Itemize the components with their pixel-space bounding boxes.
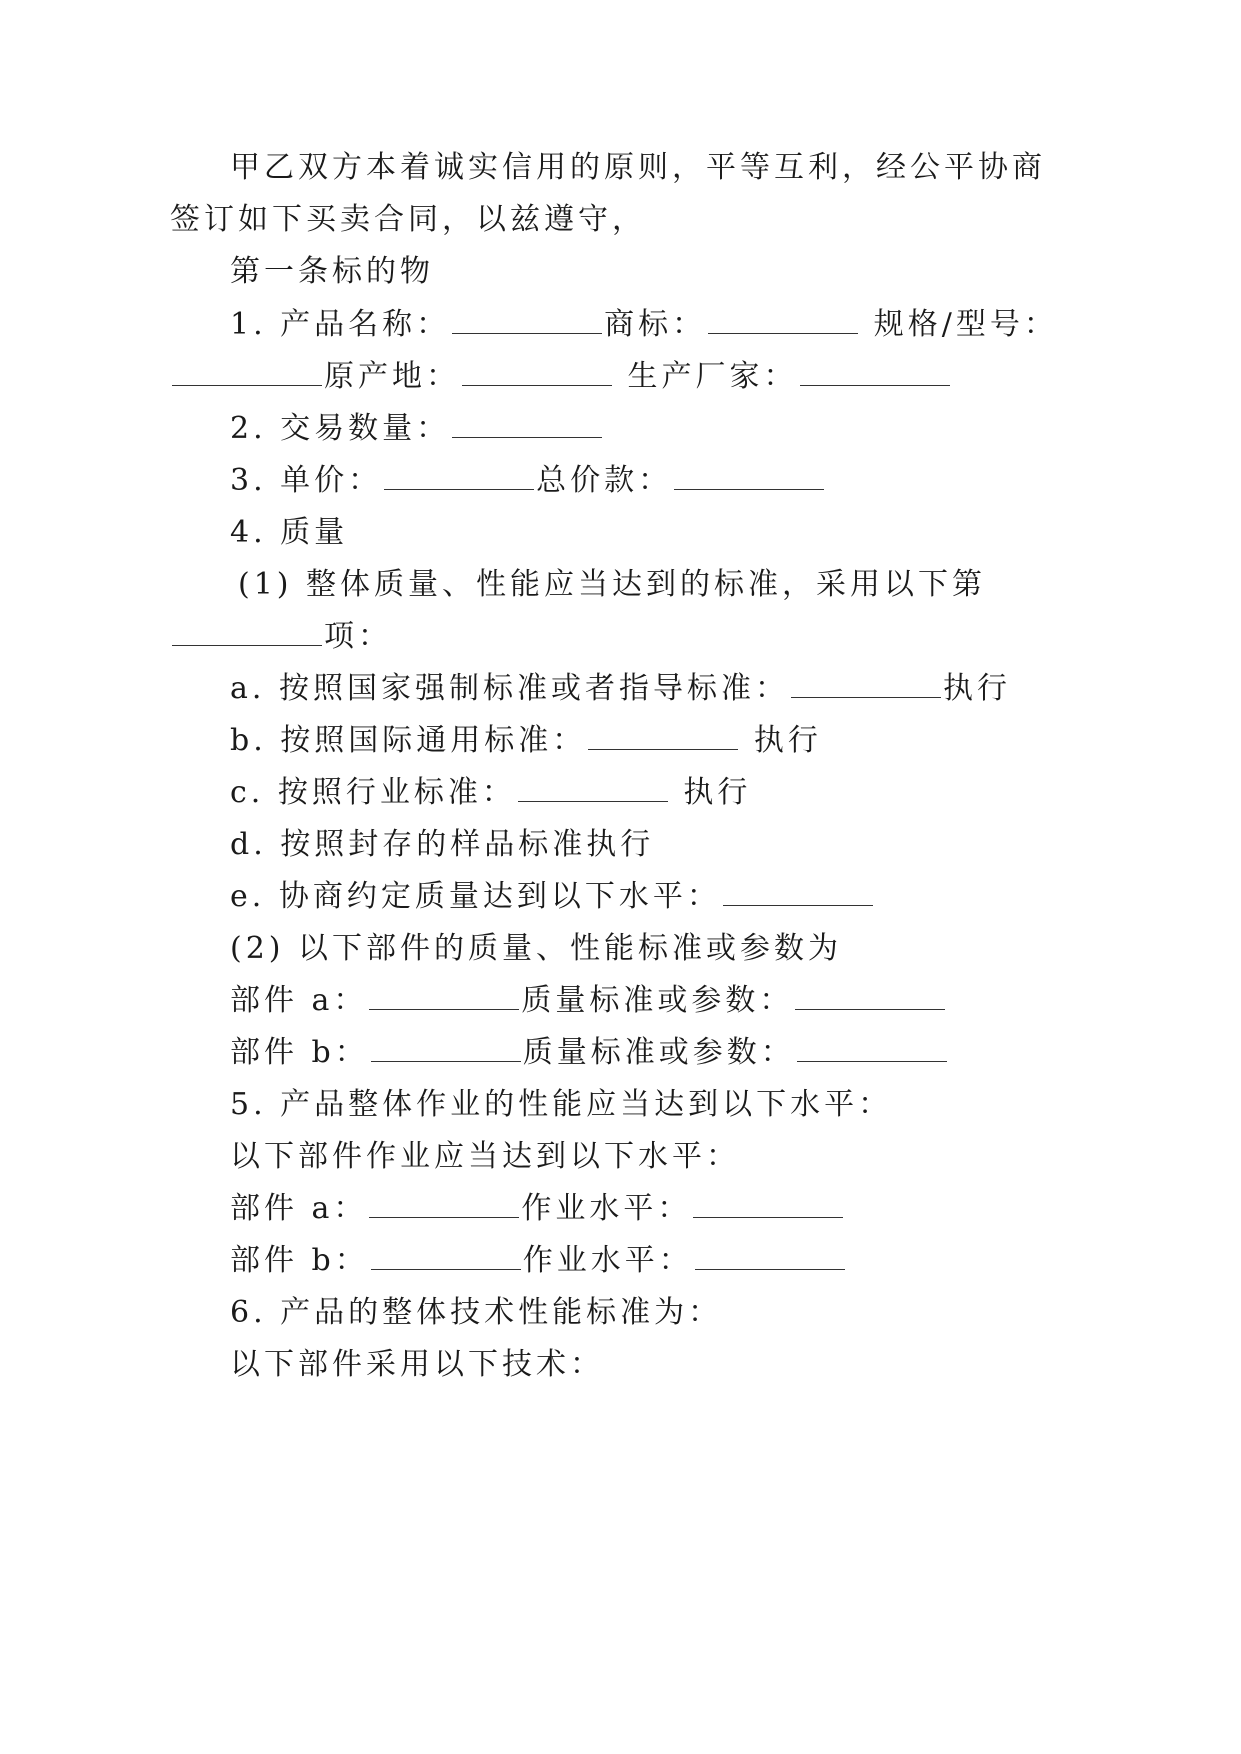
article1-title-text: 第一条标的物 [230, 254, 434, 289]
option-c-line [230, 773, 751, 813]
unit-price-blank[interactable] [384, 465, 534, 490]
part-a-blank[interactable] [369, 985, 519, 1010]
parts-tech-title: 以下部件采用以下技术： [230, 1347, 604, 1382]
parts-performance-title: 以下部件作业应当达到以下水平： [230, 1139, 740, 1174]
brand-blank[interactable] [708, 309, 858, 334]
option-e-blank[interactable] [723, 881, 873, 906]
item6-subtitle [230, 1345, 604, 1385]
option-b-suffix: 执行 [740, 723, 822, 758]
quality-standard-text: (1) 整体质量、性能应当达到的标准，采用以下第 [238, 567, 987, 602]
option-c-blank[interactable] [518, 777, 668, 802]
part-a-quality-label: 质量标准或参数： [521, 983, 794, 1018]
option-e-line [230, 877, 875, 917]
part-a-quality-line [230, 981, 947, 1021]
item4-sub1-line1 [238, 565, 986, 605]
item4-sub2-title [230, 929, 842, 969]
option-b-label: b. 按照国际通用标准： [230, 723, 587, 758]
item1-line2 [170, 357, 952, 397]
maker-blank[interactable] [800, 361, 950, 386]
option-suffix: 项： [324, 619, 392, 654]
option-b-blank[interactable] [588, 725, 738, 750]
article1-title [230, 252, 434, 292]
part-b-level-blank[interactable] [695, 1245, 845, 1270]
performance-title: 5. 产品整体作业的性能应当达到以下水平： [230, 1087, 893, 1122]
part-b-level-part-blank[interactable] [371, 1245, 521, 1270]
item4-title [230, 513, 348, 553]
product-name-blank[interactable] [452, 309, 602, 334]
option-a-blank[interactable] [791, 673, 941, 698]
item5-title [230, 1085, 892, 1125]
part-b-label: 部件 b： [230, 1035, 369, 1070]
parts-quality-title: (2) 以下部件的质量、性能标准或参数为 [230, 931, 843, 966]
intro-text-2: 签订如下买卖合同，以兹遵守， [170, 202, 646, 237]
part-b-level-label: 作业水平： [522, 1243, 693, 1278]
option-a-suffix: 执行 [942, 671, 1011, 706]
part-b-blank[interactable] [371, 1037, 521, 1062]
option-e-label: e. 协商约定质量达到以下水平： [230, 879, 721, 914]
part-b-quality-line [230, 1033, 949, 1073]
spec-label: 规格/型号： [860, 307, 1058, 342]
option-number-blank[interactable] [172, 621, 322, 646]
part-a-label: 部件 a： [230, 983, 368, 1018]
part-a-level-label: 作业水平： [521, 1191, 692, 1226]
quality-title: 4. 质量 [230, 515, 349, 550]
part-a-level-part-label: 部件 a： [230, 1191, 368, 1226]
option-d-line [230, 825, 654, 865]
origin-label: 原产地： [324, 359, 460, 394]
quantity-blank[interactable] [452, 413, 602, 438]
option-d-text: d. 按照封存的样品标准执行 [230, 827, 655, 862]
part-b-level-line [230, 1241, 847, 1281]
tech-standard-title: 6. 产品的整体技术性能标准为： [230, 1295, 723, 1330]
item1-line1 [230, 305, 1058, 345]
origin-blank[interactable] [462, 361, 612, 386]
part-b-quality-blank[interactable] [797, 1037, 947, 1062]
part-b-quality-label: 质量标准或参数： [522, 1035, 795, 1070]
brand-label: 商标： [604, 307, 707, 342]
maker-label: 生产厂家： [614, 359, 798, 394]
quantity-label: 2. 交易数量： [230, 411, 451, 446]
total-price-label: 总价款： [536, 463, 673, 498]
product-name-label: 1. 产品名称： [230, 307, 451, 342]
part-b-level-part-label: 部件 b： [230, 1243, 369, 1278]
option-c-suffix: 执行 [669, 775, 752, 810]
intro-text-1: 甲乙双方本着诚实信用的原则，平等互利，经公平协商 [230, 150, 1046, 185]
intro-line-1 [230, 148, 1046, 188]
part-a-level-line [230, 1189, 845, 1229]
item4-sub1-line2 [170, 617, 392, 657]
option-c-label: c. 按照行业标准： [230, 775, 516, 810]
item5-subtitle [230, 1137, 740, 1177]
item3-line [230, 461, 826, 501]
item6-title [230, 1293, 722, 1333]
option-a-line [230, 669, 1011, 709]
total-price-blank[interactable] [674, 465, 824, 490]
part-a-quality-blank[interactable] [795, 985, 945, 1010]
item2-line [230, 409, 604, 449]
option-b-line [230, 721, 822, 761]
unit-price-label: 3. 单价： [230, 463, 383, 498]
intro-line-2 [170, 200, 646, 240]
part-a-level-part-blank[interactable] [369, 1193, 519, 1218]
spec-blank[interactable] [172, 361, 322, 386]
part-a-level-blank[interactable] [693, 1193, 843, 1218]
option-a-label: a. 按照国家强制标准或者指导标准： [230, 671, 789, 706]
